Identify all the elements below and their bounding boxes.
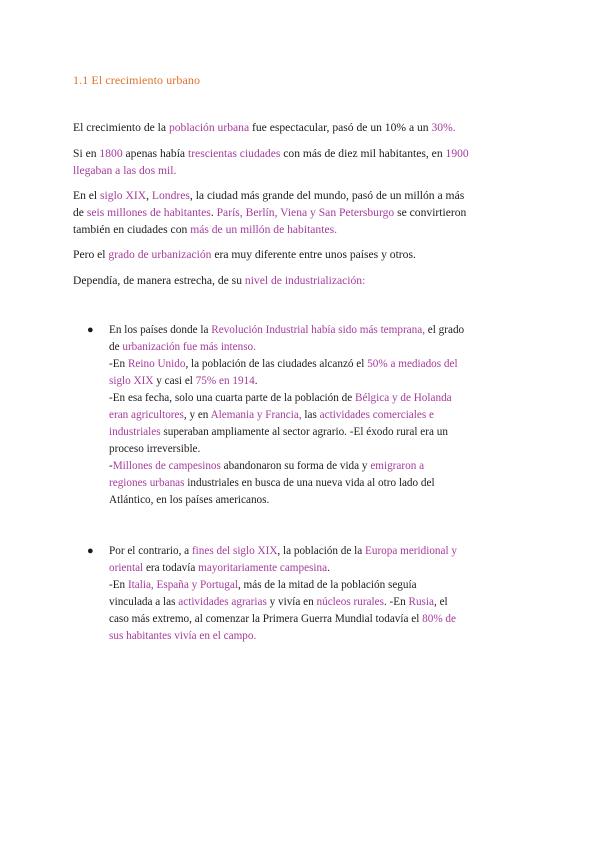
text-line <box>109 390 531 407</box>
text-run: con más de diez mil habitantes, en <box>280 147 446 160</box>
text-line <box>109 424 531 441</box>
text-run: , el <box>433 596 448 608</box>
section-heading: 1.1 El crecimiento urbano <box>73 73 201 87</box>
text-run: Dependía, de manera estrecha, de su <box>73 274 245 287</box>
text-run: El crecimiento de la <box>73 121 169 134</box>
text-line <box>109 407 531 424</box>
text-line <box>109 373 531 390</box>
highlighted-text: regiones urbanas <box>109 477 185 489</box>
text-run: de <box>109 341 123 353</box>
text-run: , y en <box>183 409 211 421</box>
text-line <box>73 119 533 136</box>
text-run: Pero el <box>73 248 109 261</box>
text-run: , <box>146 189 152 202</box>
text-run: . <box>327 562 330 574</box>
bullet-marker: ● <box>87 545 94 557</box>
highlighted-text: sus habitantes vivía en el campo. <box>109 630 257 642</box>
highlighted-text: Revolución Industrial había sido más temprana, <box>211 324 425 336</box>
highlighted-text: Millones de campesinos <box>112 460 221 472</box>
text-line <box>109 628 531 645</box>
highlighted-text: París, Berlín, Viena y San Petersburgo <box>216 206 395 219</box>
highlighted-text: más de un millón de habitantes. <box>190 223 338 236</box>
text-run: el grado <box>425 324 465 336</box>
highlighted-text: 1900 <box>445 147 469 160</box>
text-line <box>109 458 531 475</box>
text-run: industriales en busca de una nueva vida al otro lado del <box>184 477 435 489</box>
text-line <box>73 145 533 162</box>
highlighted-text: Rusia <box>408 596 434 608</box>
highlighted-text: nivel de industrialización: <box>244 274 366 287</box>
highlighted-text: 1800 <box>99 147 123 160</box>
text-run: vinculada a las <box>109 596 179 608</box>
highlighted-text: 75% en 1914 <box>195 375 255 387</box>
text-line <box>109 611 531 628</box>
text-run: caso más extremo, al comenzar la Primera Guerra Mundial todavía el <box>109 613 423 625</box>
text-line <box>73 162 533 179</box>
highlighted-text: llegaban a las dos mil. <box>73 164 177 177</box>
highlighted-text: siglo XIX <box>100 189 147 202</box>
highlighted-text: seis millones de habitantes <box>86 206 211 219</box>
text-run: -En <box>109 579 128 591</box>
text-run: Atlántico, en los países americanos. <box>109 494 270 506</box>
text-run: las <box>301 409 320 421</box>
highlighted-text: 30%. <box>431 121 456 134</box>
text-line <box>109 577 531 594</box>
text-line <box>109 594 531 611</box>
text-run: proceso irreversible. <box>109 443 201 455</box>
text-line <box>73 272 533 289</box>
text-line <box>73 204 533 221</box>
highlighted-text: industriales <box>109 426 161 438</box>
highlighted-text: actividades agrarias <box>178 596 267 608</box>
highlighted-text: 80% de <box>422 613 456 625</box>
paragraph-urban-growth <box>73 119 533 136</box>
highlighted-text: Alemania y Francia, <box>210 409 302 421</box>
text-run: . <box>254 375 258 387</box>
text-run: y vivía en <box>266 596 317 608</box>
text-run: superaban ampliamente al sector agrario. -El éxodo rural era un <box>160 426 448 438</box>
highlighted-text: siglo XIX <box>109 375 154 387</box>
text-line <box>109 543 531 560</box>
text-run: -En esa fecha, solo una cuarta parte de la población de <box>109 392 356 404</box>
text-run: de <box>73 206 87 219</box>
text-line <box>109 475 531 492</box>
paragraph-cities-1800 <box>73 145 533 179</box>
highlighted-text: núcleos rurales <box>316 596 384 608</box>
highlighted-text: población urbana <box>168 121 250 134</box>
paragraph-industrialization <box>73 272 533 289</box>
highlighted-text: eran agricultores <box>109 409 184 421</box>
paragraph-london <box>73 187 533 238</box>
highlighted-text: Reino Unido <box>127 358 186 370</box>
text-line <box>109 492 531 509</box>
highlighted-text: mayoritariamente campesina <box>198 562 328 574</box>
text-line <box>109 560 531 577</box>
text-run: abandonaron su forma de vida y <box>220 460 371 472</box>
text-run: se convirtieron <box>394 206 467 219</box>
highlighted-text: emigraron a <box>370 460 425 472</box>
text-run: fue espectacular, pasó de un 10% a un <box>249 121 432 134</box>
text-line <box>73 187 533 204</box>
text-run: . -En <box>383 596 409 608</box>
text-line <box>109 339 531 356</box>
text-run: y casi el <box>153 375 196 387</box>
text-line <box>109 322 531 339</box>
text-run: también en ciudades con <box>73 223 191 236</box>
text-line <box>109 356 531 373</box>
text-run: Por el contrario, a <box>109 545 192 557</box>
highlighted-text: Bélgica y de Holanda <box>355 392 452 404</box>
text-run: , la ciudad más grande del mundo, pasó de un millón a más <box>189 189 465 202</box>
text-run: Si en <box>73 147 100 160</box>
text-run: - <box>109 460 113 472</box>
text-run: , más de la mitad de la población seguía <box>237 579 417 591</box>
bullet-marker: ● <box>87 324 94 336</box>
text-run: En el <box>73 189 101 202</box>
text-run: apenas había <box>122 147 188 160</box>
text-line <box>109 441 531 458</box>
text-run: era muy diferente entre unos países y otros. <box>211 248 416 261</box>
paragraph-urbanization-degree <box>73 246 533 263</box>
text-line <box>73 246 533 263</box>
highlighted-text: trescientas ciudades <box>187 147 281 160</box>
highlighted-text: Europa meridional y <box>365 545 457 557</box>
highlighted-text: grado de urbanización <box>108 248 212 261</box>
list-item-southern-eastern-europe <box>109 543 531 645</box>
highlighted-text: urbanización fue más intenso. <box>122 341 256 353</box>
highlighted-text: 50% a mediados del <box>367 358 458 370</box>
text-run: En los países donde la <box>109 324 212 336</box>
text-run: -En <box>109 358 128 370</box>
highlighted-text: actividades comerciales e <box>319 409 434 421</box>
text-run: . <box>210 206 217 219</box>
highlighted-text: Italia, España y Portugal <box>127 579 238 591</box>
highlighted-text: oriental <box>109 562 144 574</box>
text-line <box>73 221 533 238</box>
text-run: , la población de las ciudades alcanzó el <box>185 358 368 370</box>
list-item-early-industrial <box>109 322 531 509</box>
text-run: era todavía <box>143 562 199 574</box>
highlighted-text: fines del siglo XIX <box>191 545 278 557</box>
text-run: , la población de la <box>277 545 366 557</box>
highlighted-text: Londres <box>151 189 190 202</box>
